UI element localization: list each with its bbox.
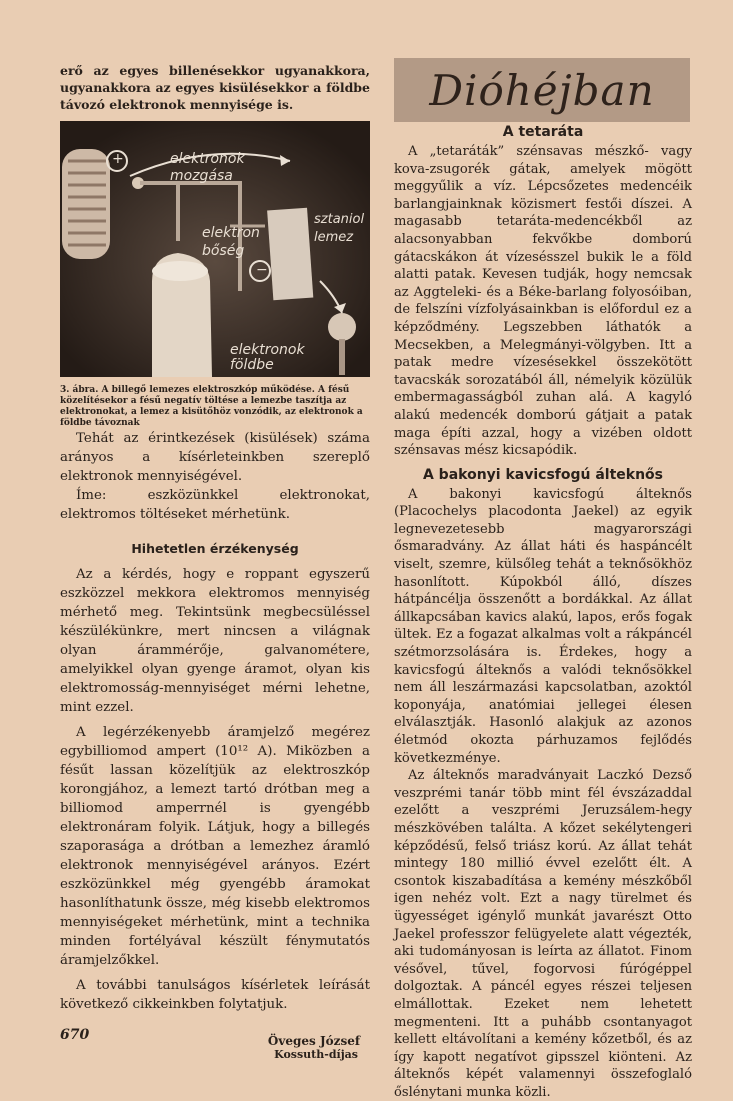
paragraph: A legérzékenyebb áramjelző megérez egybilliomod ampert (10¹² A). Miközben a fésűt lassan közelítjük az elektroszkóp korongjához, a lemezt tartó drótban meg a billiomod amperrnél is gyengébb elektronáram folyik. Látjuk, hogy a billegés szaporasága a drótban a lemezhez áramló elektronok mennyiségével arányos. Ezért eszközünkkel még gyengébb áramokat hasonlíthatunk össze, még kisebb elektromos mennyiségeket mérhetünk, mint a technika minden fortélyával készült fénymutatós áramjelzőkkel. [60,725,370,968]
article-heading: A tetaráta [502,124,584,140]
author-title: Kossuth-díjas [274,1048,358,1061]
figure-caption: 3. ábra. A billegő lemezes elektroszkóp működése. A fésű közelítésekor a fésű negatív töltése a lemezbe taszítja az elektronokat, a lemez a kisütőhöz vonzódik, az elektronok a földbe távoznak [60,385,363,428]
label-electron-abundance: elektron bőség [202,225,260,259]
paragraph: Az a kérdés, hogy e roppant egyszerű eszközzel mekkora elektromos mennyiség mérhető meg. Tekintsünk megbecsüléssel készülékünkre, mert nincsen a világnak olyan árammérője, galvanométere, amelyikkel olyan gyenge áramot, olyan kis elektromosság-mennyiséget mérni lehetne, mint ezzel. [60,567,370,715]
paragraph: Íme: eszközünkkel elektronokat, elektromos töltéseket mérhetünk. [60,488,370,522]
left-column [60,62,370,1061]
section-heading: Hihetetlen érzékenység [131,541,299,556]
paragraph: A további tanulságos kísérletek leírását következő cikkeinkben folytatjuk. [60,978,370,1012]
paragraph: A „tetaráták” szénsavas mészkő- vagy kova-zsugorék gátak, amelyek mögött meggyűlik a víz. Lépcsőzetes medencéik barlangjainknak közismert festői díszei. A magasabb tetaráta-medencékből az alacsonyabban fekvőkbe domború gátacskákon át vízesésszel bukik le a föld alatti patak. Kevesen tudják, hogy nemcsak az Aggteleki- és a Béke-barlang folyosóiban, de felszíni vízfolyásainkban is előfordul ez a képződmény. Legszebben láthatók a Mecsekben, a Melegmányi-völgyben. Itt a patak medre vízesésekkel összekötött tavacskák sorozatából áll, némelyik közülük embermagasságból zuhan alá. A kagyló alakú medencék domború gátjait a patak maga építi azzal, hogy a vizében oldott szénsavas mész kicsapódik. [394,144,692,459]
continued-text: erő az egyes billenésekkor ugyanakkora, ugyanakkora az egyes kisülésekkor a földbe távozó elektronok mennyisége is. [60,63,370,112]
label-tin-foil: sztaniol lemez [314,212,365,245]
paragraph: A bakonyi kavicsfogú álteknős (Placochelys placodonta Jaekel) az egyik legnevezetesebb magyarországi ősmaradvány. Az állat háti és haspáncélt viselt, szemre, külsőleg tehát a teknősökhöz hasonlított. Kúpokból álló, díszes hátpáncélja összenőtt a bordákkal. Az állat állkapcsában kavics alakú, lapos, erős fogak ültek. Ez a fogazat alkalmas volt a rákpáncél szétmorzsolására is. Érdekes, hogy a kavicsfogú álteknős a valódi teknősökkel nem áll leszármazási kapcsolatban, azoktól koponyája, anatómiai jellegei élesen elválasztják. Hasonló alakjuk az azonos életmód okozta párhuzamos fejlődés következménye. [394,486,692,766]
right-column [394,58,692,1101]
minus-sign: − [256,262,268,278]
plus-sign: + [112,151,124,167]
page-number: 670 [60,1027,90,1043]
article-heading: A bakonyi kavicsfogú álteknős [422,466,664,483]
column-title-banner [394,58,690,122]
label-electron-movement: elektronok mozgása [170,151,245,184]
author-name: Öveges József [267,1034,360,1048]
paragraph: Tehát az érintkezések (kisülések) száma arányos a kísérleteinkben szereplő elektronok mennyiségével. [60,431,370,484]
comb-shape [62,149,110,259]
electroscope-figure [60,121,370,377]
column-title: Dióhéjban [429,65,655,115]
paragraph: Az álteknős maradványait Laczkó Dezső veszprémi tanár több mint fél évszázaddal ezelőtt a veszprémi Jeruzsálem-hegy mészkövében találta. A kőzet sekélytengeri képződésű, felső triász korú. Az állat tehát mintegy 180 millió évvel ezelőtt élt. A csontok kiszabadítása a kemény mészkőből igen nehéz volt. Ezt a nagy türelmet és ügyességet igénylő munkát javarészt Otto Jaekel professzor felügyelete alatt végezték, aki tudományosan is leírta az állatot. Finom vésővel, tűvel, fogorvosi fúrógéppel dolgoztak. A páncél egyes részei teljesen elmállottak. Ezeket nem lehetett megmenteni. Itt a puhább csontanyagot kellett eltávolítani a kemény kőzetből, és az így kapott negatívot gipsszel kiönteni. Az álteknős képét valamennyi összefoglaló őslénytani munka közli. [394,768,692,1100]
label-to-ground: elektronok földbe [230,342,305,373]
